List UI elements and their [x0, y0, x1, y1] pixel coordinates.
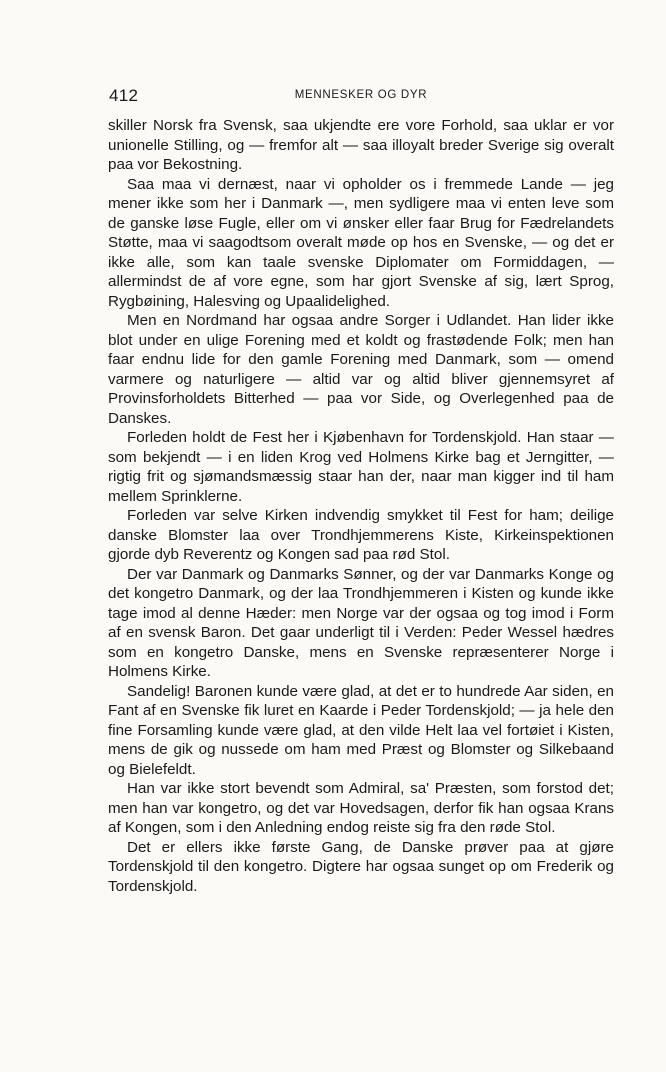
- paragraph: Det er ellers ikke første Gang, de Danske prøver paa at gjøre Tordenskjold til den kongetro. Digtere har ogsaa sunget op om Frederik og Tordenskjold.: [108, 838, 614, 895]
- paragraph: Sandelig! Baronen kunde være glad, at det er to hundrede Aar siden, en Fant af en Svenske fik luret en Kaarde i Peder Tordenskjold; — ja hele den fine Forsamling kunde være glad, at den vilde Helt laa vel fortøiet i Kisten, mens de gik og nussede om ham med Præst og Blomster og Silkebaand og Bielefeldt.: [108, 682, 614, 778]
- paragraph: Der var Danmark og Danmarks Sønner, og der var Danmarks Konge og det kongetro Danmark, og der laa Trondhjemmeren i Kisten og kunde ikke tage imod al denne Hæder: men Norge var der ogsaa og tog imod i Form af en svensk Baron. Det gaar underligt til i Verden: Peder Wessel hædres som en kongetro Danske, mens en Svenske repræsenterer Norge i Holmens Kirke.: [108, 565, 614, 680]
- paragraph: Forleden holdt de Fest her i Kjøbenhavn for Tordenskjold. Han staar — som bekjendt — i en liden Krog ved Holmens Kirke bag et Jerngitter, — rigtig frit og sjømandsmæssig staar han der, naar man kigger ind til ham mellem Sprinklerne.: [108, 429, 614, 505]
- paragraph: Saa maa vi dernæst, naar vi opholder os i fremmede Lande — jeg mener ikke som her i Danmark —, men sydligere maa vi enten leve som de ganske løse Fugle, eller om vi ønsker eller faar Brug for Fædrelandets Støtte, maa vi saagodtsom overalt møde op hos en Svenske, — og det er ikke alle, som kan taale svenske Diplomater om Formiddagen, — allermindst de af vore egne, som har gjort Svenske af sig, lært Sprog, Rygbøining, Halesving og Upaalidelighed.: [108, 175, 614, 310]
- body-text: [108, 116, 614, 896]
- paragraph: skiller Norsk fra Svensk, saa ukjendte ere vore Forhold, saa uklar er vor unionelle Stilling, og — fremfor alt — saa illoyalt breder Sverige sig overalt paa vor Bekostning.: [108, 117, 614, 173]
- running-title: MENNESKER OG DYR: [294, 89, 428, 101]
- paragraph: Forleden var selve Kirken indvendig smykket til Fest for ham; deilige danske Blomster laa over Trondhjemmerens Kiste, Kirkeinspektionen gjorde dyb Reverentz og Kongen sad paa rød Stol.: [108, 507, 614, 563]
- page-header: [108, 86, 614, 106]
- paragraph: Men en Nordmand har ogsaa andre Sorger i Udlandet. Han lider ikke blot under en ulige Forening med et koldt og frastødende Folk; men han faar endnu lide for den gamle Forening med Danmark, som — omend varmere og naturligere — altid var og altid bliver gjennemsyret af Provinsforholdets Bitterhed — paa vor Side, og Overlegenhed paa de Danskes.: [108, 312, 614, 427]
- page-number: 412: [109, 86, 139, 105]
- paragraph: Han var ikke stort bevendt som Admiral, sa' Præsten, som forstod det; men han var kongetro, og det var Hovedsagen, derfor fik han ogsaa Krans af Kongen, som i den Anledning endog reiste sig fra den røde Stol.: [108, 780, 614, 836]
